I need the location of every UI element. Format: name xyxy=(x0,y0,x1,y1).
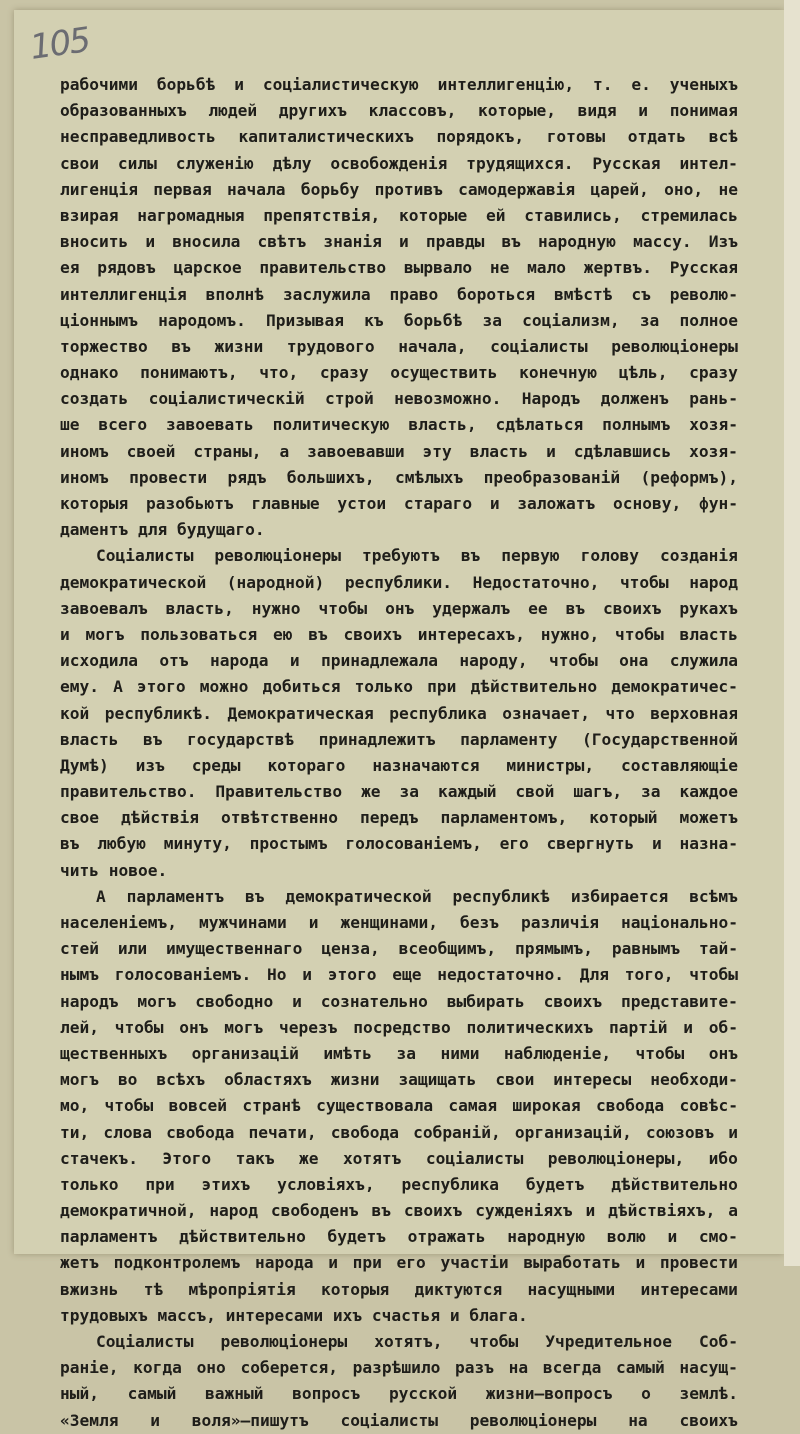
text-line: Соціалисты революціонеры требуютъ въ первую голову созданія xyxy=(96,546,738,566)
text-line: вжизнь тѣ мѣропріятія которыя диктуются насущными интересами xyxy=(60,1279,738,1299)
text-line: свое дѣйствія отвѣтственно передъ парламентомъ, который можетъ xyxy=(60,808,738,828)
text-line: иномъ провести рядъ большихъ, смѣлыхъ преобразованій (реформъ), xyxy=(60,467,738,487)
text-line: парламентъ дѣйствительно будетъ отражать народную волю и смо- xyxy=(60,1227,738,1247)
text-line: ціоннымъ народомъ. Призывая къ борьбѣ за соціализм, за полное xyxy=(60,310,738,330)
text-line: исходила отъ народа и принадлежала народу, чтобы она служила xyxy=(60,651,738,671)
text-line: свои силы служенію дѣлу освобожденія трудящихся. Русская интел- xyxy=(60,153,738,173)
text-line: населеніемъ, мужчинами и женщинами, безъ различія національно- xyxy=(60,913,738,932)
text-line: создать соціалистическій строй невозможно. Народъ долженъ рань- xyxy=(60,389,738,409)
text-line: народъ могъ свободно и сознательно выбирать своихъ представите- xyxy=(60,991,738,1011)
page-number: 105 xyxy=(27,20,92,68)
text-line: власть въ государствѣ принадлежитъ парламенту (Государственной xyxy=(60,729,738,749)
text-line: ти, слова свобода печати, свобода собраній, организацій, союзовъ и xyxy=(60,1122,738,1142)
text-line: правительство. Правительство же за каждый свой шагъ, за каждое xyxy=(60,782,738,802)
text-line: завоевалъ власть, нужно чтобы онъ удержалъ ее въ своихъ рукахъ xyxy=(60,598,738,618)
text-line: взирая нагромадныя препятствія, которые ей ставились, стремилась xyxy=(60,205,738,225)
text-line: чить новое. xyxy=(60,860,168,880)
text-line: ея рядовъ царское правительство вырвало не мало жертвъ. Русская xyxy=(60,258,738,278)
text-line: только при этихъ условіяхъ, республика будетъ дѣйствительно xyxy=(60,1174,738,1194)
body-text xyxy=(60,72,738,1434)
text-line: демократичной, народ свободенъ въ своихъ сужденіяхъ и дѣйствіяхъ, а xyxy=(60,1201,738,1221)
text-line: мо, чтобы вовсей странѣ существовала самая широкая свобода совѣс- xyxy=(60,1096,738,1116)
text-line: стачекъ. Этого такъ же хотятъ соціалисты революціонеры, ибо xyxy=(60,1148,738,1168)
page-edge xyxy=(784,0,800,1266)
text-line: даментъ для будущаго. xyxy=(60,520,265,540)
text-line: кой республикѣ. Демократическая республика означает, что верховная xyxy=(60,703,738,723)
text-line: и могъ пользоваться ею въ своихъ интересахъ, нужно, чтобы власть xyxy=(60,624,738,644)
text-line: ный, самый важный вопросъ русской жизни—вопросъ о землѣ. xyxy=(60,1384,738,1404)
text-line: могъ во всѣхъ областяхъ жизни защищать свои интересы необходи- xyxy=(60,1070,738,1090)
text-line: щественныхъ организацій имѣть за ними наблюденіе, чтобы онъ xyxy=(60,1043,738,1063)
text-line: рабочими борьбѣ и соціалистическую интеллигенцію, т. е. ученыхъ xyxy=(60,75,738,94)
text-line: жетъ подконтролемъ народа и при его участіи выработать и провести xyxy=(60,1253,738,1273)
text-line: вносить и вносила свѣтъ знанія и правды въ народную массу. Изъ xyxy=(60,232,738,252)
text-line: Думѣ) изъ среды котораго назначаются министры, составляющіе xyxy=(60,755,738,775)
text-line: иномъ своей страны, а завоевавши эту власть и сдѣлавшись хозя- xyxy=(60,441,738,461)
text-line: интеллигенція вполнѣ заслужила право бороться вмѣстѣ съ револю- xyxy=(60,284,738,304)
text-line: А парламентъ въ демократической республикѣ избирается всѣмъ xyxy=(96,886,738,906)
text-line: демократической (народной) республики. Недостаточно, чтобы народ xyxy=(60,572,738,592)
text-line: стей или имущественнаго ценза, всеобщимъ, прямымъ, равнымъ тай- xyxy=(60,939,738,959)
text-line: несправедливость капиталистическихъ порядокъ, готовы отдать всѣ xyxy=(60,127,738,147)
text-line: однако понимаютъ, что, сразу осуществить конечную цѣль, сразу xyxy=(60,363,738,383)
text-line: ему. А этого можно добиться только при дѣйствительно демократичес- xyxy=(60,677,738,697)
text-line: которыя разобьютъ главные устои стараго и заложатъ основу, фун- xyxy=(60,494,738,513)
text-line: трудовыхъ массъ, интересами ихъ счастья и блага. xyxy=(60,1305,528,1325)
text-line: ше всего завоевать политическую власть, сдѣлаться полнымъ хозя- xyxy=(60,415,738,435)
text-line: въ любую минуту, простымъ голосованіемъ, его свергнуть и назна- xyxy=(60,834,738,854)
text-line: лигенція первая начала борьбу противъ самодержавія царей, оно, не xyxy=(60,179,738,199)
text-line: торжество въ жизни трудового начала, соціалисты революціонеры xyxy=(60,336,738,356)
text-line: лей, чтобы онъ могъ черезъ посредство политическихъ партій и об- xyxy=(60,1017,738,1037)
text-line: раніе, когда оно соберется, разрѣшило разъ на всегда самый насущ- xyxy=(60,1358,738,1378)
text-line: «Земля и воля»—пишутъ соціалисты революціонеры на своихъ xyxy=(60,1410,738,1430)
text-line: нымъ голосованіемъ. Но и этого еще недостаточно. Для того, чтобы xyxy=(60,965,738,985)
text-line: Соціалисты революціонеры хотятъ, чтобы Учредительное Соб- xyxy=(96,1332,738,1351)
text-line: образованныхъ людей другихъ классовъ, которые, видя и понимая xyxy=(60,101,738,121)
